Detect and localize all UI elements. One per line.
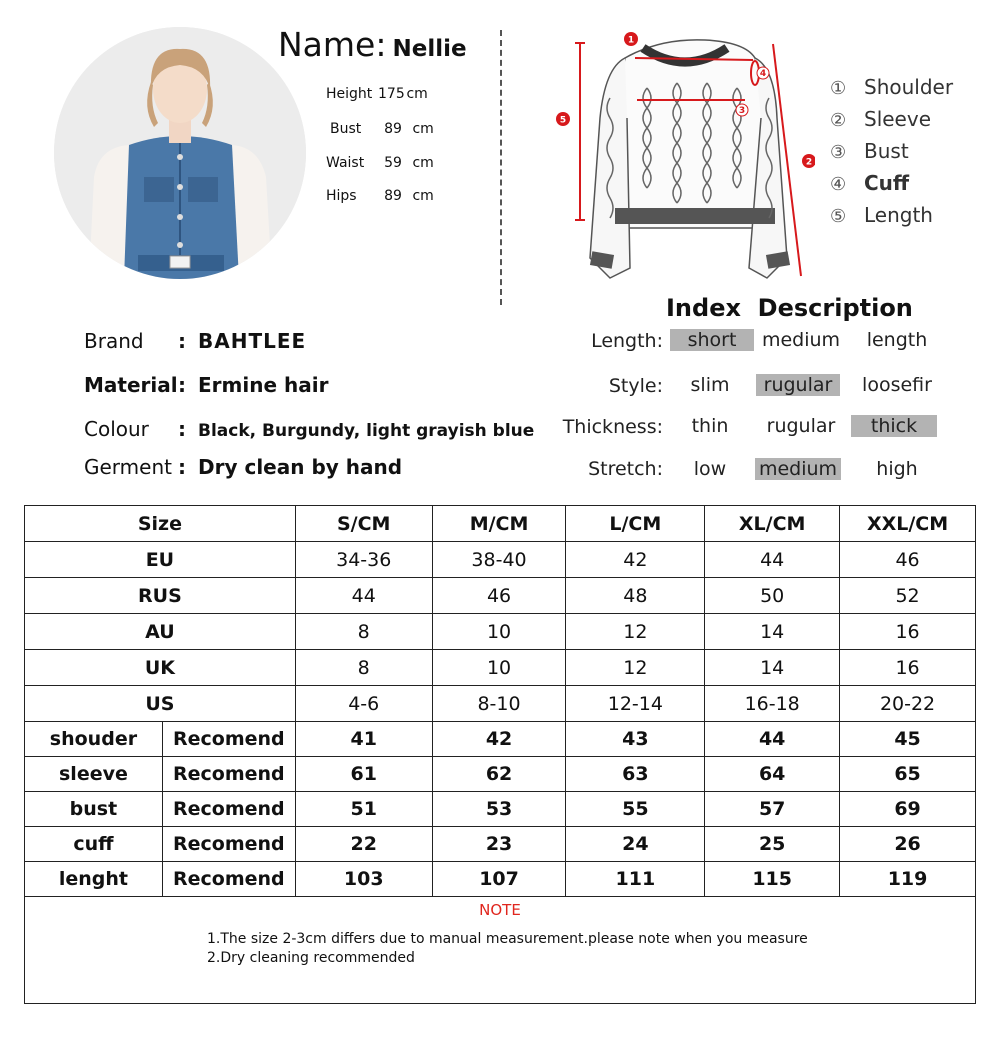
table-cell: 44 xyxy=(295,578,432,614)
dashed-divider xyxy=(500,30,502,305)
marker-5-label: 5 xyxy=(559,115,567,126)
model-photo xyxy=(54,27,306,279)
table-cell: 57 xyxy=(705,792,840,827)
measure-waist: Waist 59 cm xyxy=(326,155,434,171)
table-cell: 103 xyxy=(295,862,432,897)
table-cell: 34-36 xyxy=(295,542,432,578)
marker-4-label: 4 xyxy=(759,69,767,79)
note-row xyxy=(25,897,976,1004)
row-label: cuff xyxy=(25,827,163,862)
index-option: slim xyxy=(690,374,730,396)
table-cell: 42 xyxy=(432,722,566,757)
index-label: Thickness: xyxy=(562,416,663,438)
legend-sleeve: ② Sleeve xyxy=(830,107,932,131)
index-option: rugular xyxy=(766,415,836,437)
index-description-title: Index Description xyxy=(666,294,913,322)
table-cell: 41 xyxy=(295,722,432,757)
table-row xyxy=(25,827,976,862)
legend-bust: ③ Bust xyxy=(830,139,909,163)
row-sublabel: Recomend xyxy=(162,757,295,792)
row-label: EU xyxy=(25,542,296,578)
table-cell: 16 xyxy=(840,614,976,650)
table-cell: 38-40 xyxy=(432,542,566,578)
table-cell: 45 xyxy=(840,722,976,757)
table-cell: 12 xyxy=(566,650,705,686)
table-cell: 25 xyxy=(705,827,840,862)
table-cell: 43 xyxy=(566,722,705,757)
table-cell: 115 xyxy=(705,862,840,897)
measure-bust: Bust 89 cm xyxy=(330,121,434,137)
table-cell: 12-14 xyxy=(566,686,705,722)
table-cell: 44 xyxy=(705,542,840,578)
table-cell: 42 xyxy=(566,542,705,578)
marker-1-label: 1 xyxy=(627,35,635,46)
table-cell: 22 xyxy=(295,827,432,862)
info-colour: Colour : Black, Burgundy, light grayish blue xyxy=(84,417,535,441)
index-option: loosefir xyxy=(862,374,932,396)
table-row xyxy=(25,862,976,897)
table-cell: 65 xyxy=(840,757,976,792)
note-title: NOTE xyxy=(479,901,521,919)
index-option: length xyxy=(866,329,928,351)
table-cell: 52 xyxy=(840,578,976,614)
table-cell: 50 xyxy=(705,578,840,614)
table-row xyxy=(25,650,976,686)
table-header-row xyxy=(25,506,976,542)
marker-3-label: 3 xyxy=(738,106,746,116)
measure-height: Height 175 cm xyxy=(326,86,428,102)
row-label: shouder xyxy=(25,722,163,757)
table-cell: 24 xyxy=(566,827,705,862)
index-option: short xyxy=(670,329,754,351)
table-cell: 64 xyxy=(705,757,840,792)
row-label: RUS xyxy=(25,578,296,614)
table-row xyxy=(25,614,976,650)
table-cell: 8 xyxy=(295,650,432,686)
sweater-diagram xyxy=(555,28,815,288)
table-cell: 107 xyxy=(432,862,566,897)
legend-shoulder: ① Shoulder xyxy=(830,75,954,99)
row-label: sleeve xyxy=(25,757,163,792)
table-cell: 23 xyxy=(432,827,566,862)
row-sublabel: Recomend xyxy=(162,792,295,827)
table-cell: 8-10 xyxy=(432,686,566,722)
table-header-cell: XXL/CM xyxy=(840,506,976,542)
measure-hips: Hips 89 cm xyxy=(326,188,434,204)
index-label: Length: xyxy=(591,330,663,352)
table-cell: 119 xyxy=(840,862,976,897)
index-option: thin xyxy=(691,415,729,437)
model-name: Name: Nellie xyxy=(278,25,467,64)
table-cell: 51 xyxy=(295,792,432,827)
table-cell: 46 xyxy=(432,578,566,614)
table-row xyxy=(25,542,976,578)
table-row xyxy=(25,578,976,614)
table-cell: 69 xyxy=(840,792,976,827)
table-cell: 61 xyxy=(295,757,432,792)
table-cell: 16 xyxy=(840,650,976,686)
index-option: thick xyxy=(851,415,937,437)
table-cell: 46 xyxy=(840,542,976,578)
info-brand: Brand : BAHTLEE xyxy=(84,329,307,353)
row-sublabel: Recomend xyxy=(162,827,295,862)
table-row xyxy=(25,757,976,792)
index-label: Style: xyxy=(608,375,663,397)
table-row xyxy=(25,722,976,757)
row-label: lenght xyxy=(25,862,163,897)
table-cell: 10 xyxy=(432,614,566,650)
table-header-cell: M/CM xyxy=(432,506,566,542)
row-sublabel: Recomend xyxy=(162,862,295,897)
info-material: Material: Ermine hair xyxy=(84,373,329,397)
table-cell: 14 xyxy=(705,650,840,686)
index-option: low xyxy=(693,458,727,480)
row-sublabel: Recomend xyxy=(162,722,295,757)
table-cell: 111 xyxy=(566,862,705,897)
table-cell: 14 xyxy=(705,614,840,650)
size-chart-table xyxy=(24,505,976,1004)
index-option: medium xyxy=(761,329,841,351)
table-header-cell: XL/CM xyxy=(705,506,840,542)
note-cell xyxy=(25,897,976,1004)
index-option: high xyxy=(876,458,918,480)
marker-2-label: 2 xyxy=(805,157,813,168)
index-label: Stretch: xyxy=(588,458,663,480)
table-cell: 55 xyxy=(566,792,705,827)
table-cell: 12 xyxy=(566,614,705,650)
table-header-cell: S/CM xyxy=(295,506,432,542)
table-header-cell: Size xyxy=(25,506,296,542)
table-cell: 4-6 xyxy=(295,686,432,722)
row-label: bust xyxy=(25,792,163,827)
note-line: 1.The size 2-3cm differs due to manual measurement.please note when you measure xyxy=(207,931,808,947)
legend-cuff: ④ Cuff xyxy=(830,171,910,195)
row-label: AU xyxy=(25,614,296,650)
table-cell: 44 xyxy=(705,722,840,757)
table-cell: 8 xyxy=(295,614,432,650)
legend-length: ⑤ Length xyxy=(830,203,933,227)
index-option: rugular xyxy=(756,374,840,396)
note-line: 2.Dry cleaning recommended xyxy=(207,950,415,966)
table-cell: 10 xyxy=(432,650,566,686)
table-cell: 16-18 xyxy=(705,686,840,722)
index-option: medium xyxy=(755,458,841,480)
table-cell: 53 xyxy=(432,792,566,827)
row-label: US xyxy=(25,686,296,722)
info-germent: Germent : Dry clean by hand xyxy=(84,455,403,479)
table-cell: 26 xyxy=(840,827,976,862)
table-cell: 20-22 xyxy=(840,686,976,722)
table-row xyxy=(25,792,976,827)
table-cell: 48 xyxy=(566,578,705,614)
table-header-cell: L/CM xyxy=(566,506,705,542)
table-cell: 62 xyxy=(432,757,566,792)
row-label: UK xyxy=(25,650,296,686)
table-row xyxy=(25,686,976,722)
table-cell: 63 xyxy=(566,757,705,792)
